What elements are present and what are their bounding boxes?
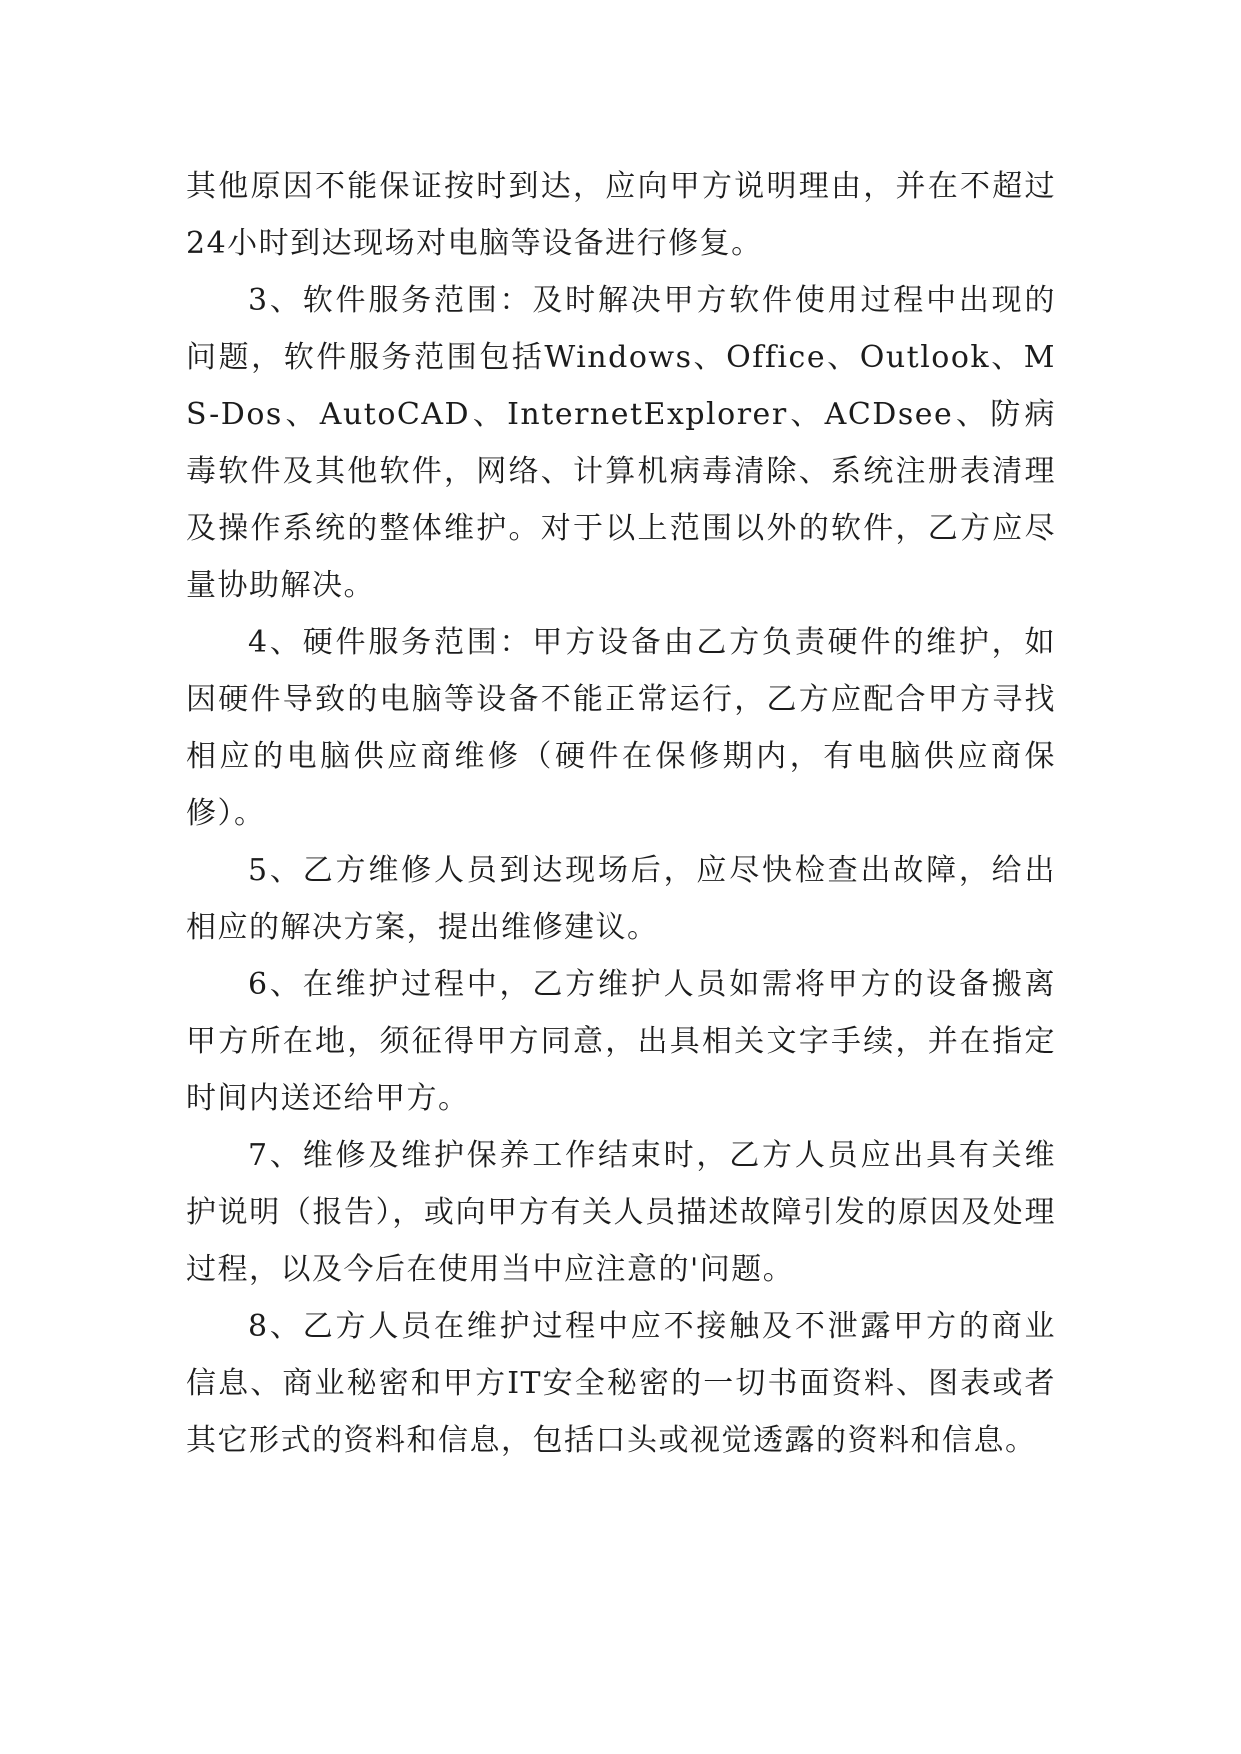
paragraph-continuation: 其他原因不能保证按时到达，应向甲方说明理由，并在不超过24小时到达现场对电脑等设备进行修复。	[186, 169, 1056, 261]
paragraph-equipment-removal: 6、在维护过程中，乙方维护人员如需将甲方的设备搬离甲方所在地，须征得甲方同意，出具相关文字手续，并在指定时间内送还给甲方。	[186, 967, 1056, 1116]
paragraph-maintenance-report: 7、维修及维护保养工作结束时，乙方人员应出具有关维护说明（报告），或向甲方有关人员描述故障引发的原因及处理过程，以及今后在使用当中应注意的'问题。	[186, 1138, 1056, 1287]
paragraph-onsite-diagnosis: 5、乙方维修人员到达现场后，应尽快检查出故障，给出相应的解决方案，提出维修建议。	[186, 853, 1056, 945]
paragraph-hardware-scope: 4、硬件服务范围：甲方设备由乙方负责硬件的维护，如因硬件导致的电脑等设备不能正常运行，乙方应配合甲方寻找相应的电脑供应商维修（硬件在保修期内，有电脑供应商保修）。	[186, 625, 1056, 831]
paragraph-confidentiality: 8、乙方人员在维护过程中应不接触及不泄露甲方的商业信息、商业秘密和甲方IT安全秘密的一切书面资料、图表或者其它形式的资料和信息，包括口头或视觉透露的资料和信息。	[186, 1309, 1056, 1458]
document-body	[186, 158, 1056, 1469]
paragraph-software-scope: 3、软件服务范围：及时解决甲方软件使用过程中出现的问题，软件服务范围包括Windows、Office、Outlook、MS-Dos、AutoCAD、InternetExplorer、ACDsee、防病毒软件及其他软件，网络、计算机病毒清除、系统注册表清理及操作系统的整体维护。对于以上范围以外的软件，乙方应尽量协助解决。	[186, 283, 1056, 603]
